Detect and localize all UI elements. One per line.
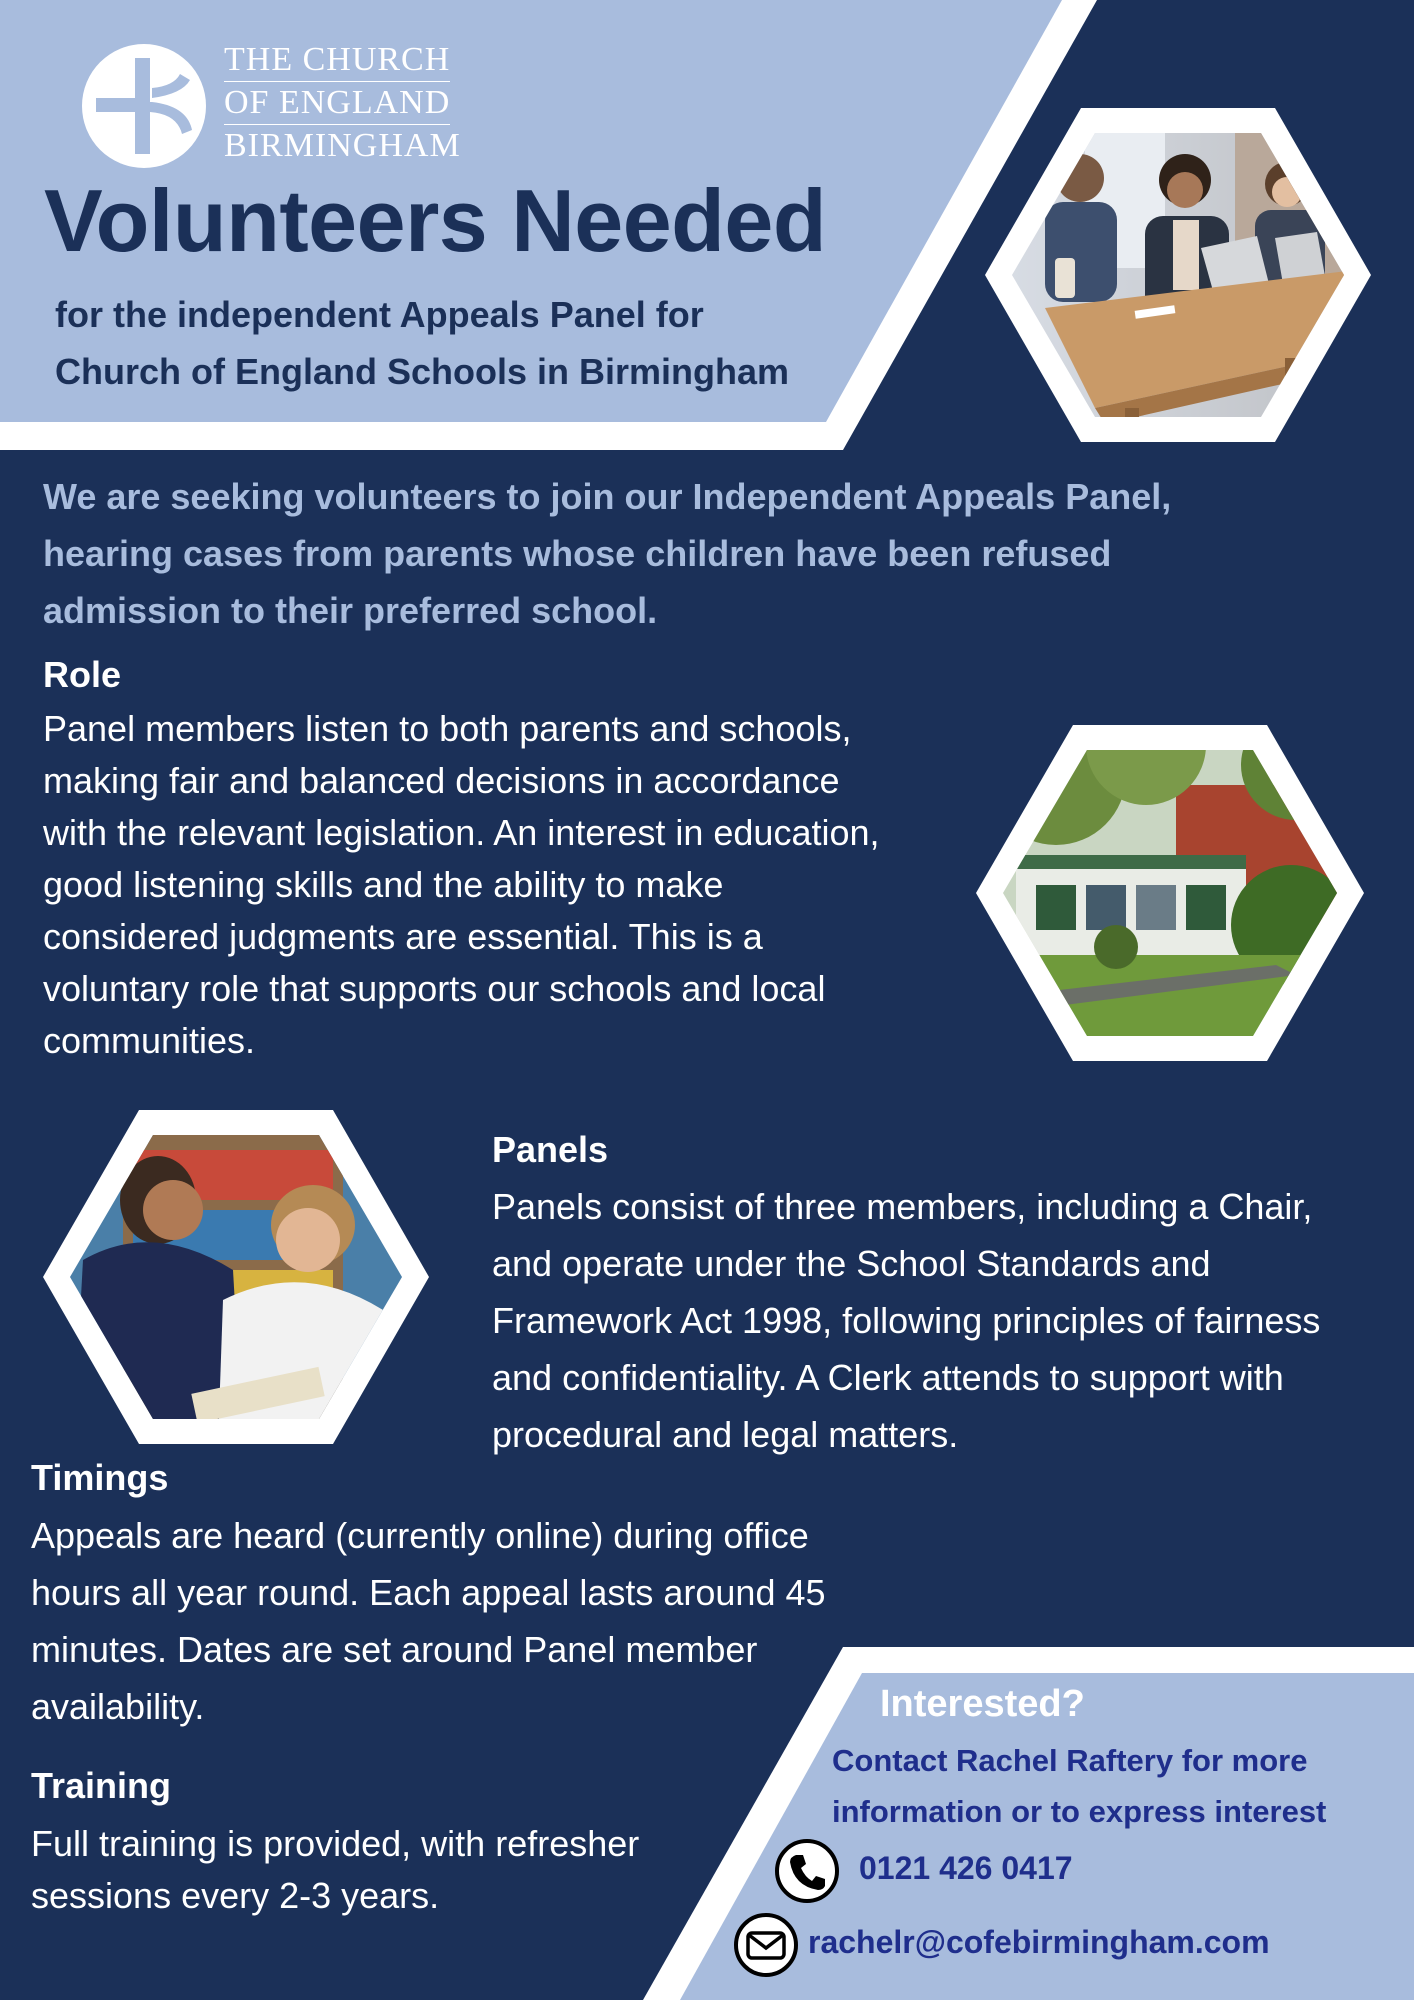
panels-line: and confidentiality. A Clerk attends to support with	[492, 1357, 1284, 1398]
training-heading: Training	[31, 1765, 172, 1806]
role-heading: Role	[43, 654, 122, 695]
logo-line-1: THE CHURCH	[224, 41, 451, 78]
timings-body	[31, 1507, 826, 1735]
panels-line: and operate under the School Standards and	[492, 1243, 1211, 1284]
subtitle-line-1: for the independent Appeals Panel for	[55, 294, 704, 335]
role-body	[43, 703, 880, 1067]
panels-line: Framework Act 1998, following principles of fairness	[492, 1300, 1321, 1341]
contact-line-2: information or to express interest	[832, 1794, 1327, 1829]
training-body	[31, 1818, 639, 1922]
intro-line: admission to their preferred school.	[43, 590, 658, 631]
role-line: considered judgments are essential. This is a	[43, 916, 763, 957]
logo-divider	[224, 124, 450, 125]
panels-body	[492, 1178, 1320, 1463]
subtitle-line-2: Church of England Schools in Birmingham	[55, 351, 790, 392]
timings-line: hours all year round. Each appeal lasts around 45	[31, 1572, 826, 1613]
timings-line: Appeals are heard (currently online) during office	[31, 1515, 809, 1556]
logo-line-2: OF ENGLAND	[224, 84, 451, 121]
students-reading-photo	[43, 1110, 429, 1444]
page-title: Volunteers Needed	[44, 171, 827, 270]
envelope-icon	[733, 1912, 799, 1978]
panels-line: Panels consist of three members, including a Chair,	[492, 1186, 1313, 1227]
role-line: with the relevant legislation. An interest in education,	[43, 812, 880, 853]
church-logo-icon	[82, 44, 206, 168]
page-subtitle	[55, 286, 789, 400]
role-line: voluntary role that supports our schools and local	[43, 968, 826, 1009]
meeting-photo	[985, 108, 1371, 442]
intro-paragraph	[43, 468, 1373, 639]
panels-heading: Panels	[492, 1129, 609, 1170]
role-line: good listening skills and the ability to make	[43, 864, 724, 905]
training-line: sessions every 2-3 years.	[31, 1875, 440, 1916]
timings-line: availability.	[31, 1686, 205, 1727]
timings-heading: Timings	[31, 1457, 169, 1498]
logo-divider	[224, 81, 450, 82]
intro-line: We are seeking volunteers to join our Independent Appeals Panel,	[43, 476, 1172, 517]
logo-wordmark	[224, 40, 461, 166]
panels-line: procedural and legal matters.	[492, 1414, 959, 1455]
logo-line-3: BIRMINGHAM	[224, 127, 461, 164]
role-line: Panel members listen to both parents and schools,	[43, 708, 852, 749]
contact-heading: Interested?	[880, 1683, 1085, 1725]
intro-line: hearing cases from parents whose children have been refused	[43, 533, 1112, 574]
contact-text	[832, 1735, 1326, 1837]
phone-icon	[774, 1838, 840, 1904]
phone-number[interactable]: 0121 426 0417	[859, 1850, 1073, 1886]
timings-line: minutes. Dates are set around Panel member	[31, 1629, 758, 1670]
email-address[interactable]: rachelr@cofebirmingham.com	[808, 1924, 1270, 1960]
role-line: making fair and balanced decisions in accordance	[43, 760, 840, 801]
training-line: Full training is provided, with refresher	[31, 1823, 640, 1864]
contact-line-1: Contact Rachel Raftery for more	[832, 1743, 1308, 1778]
role-line: communities.	[43, 1020, 256, 1061]
school-building-photo	[976, 725, 1364, 1061]
